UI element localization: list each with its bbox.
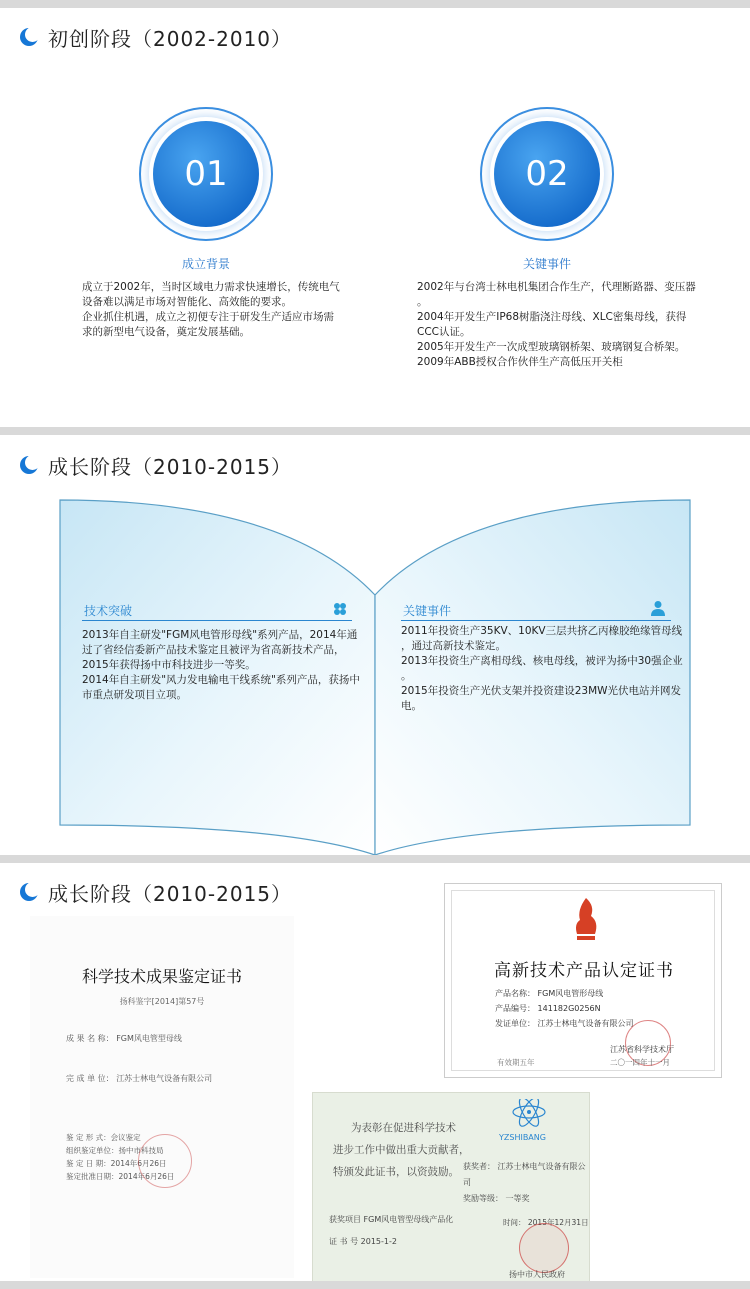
item-label-events: 关键事件: [522, 257, 571, 271]
text-line: 成立于2002年，当时区域电力需求快速增长，传统电气: [82, 281, 340, 293]
red-seal-stamp: [138, 1134, 192, 1188]
section-title-text: 成长阶段（2010-2015）: [48, 454, 293, 479]
certificate-title: 科学技术成果鉴定证书: [81, 967, 242, 986]
page-text-events: [401, 624, 691, 714]
row-label: 时间：: [503, 1218, 526, 1227]
text-line: ，通过高新技术鉴定。: [401, 640, 506, 652]
text-line: 市重点研发项目立项。: [82, 689, 187, 701]
award-text-line: 进步工作中做出重大贡献者，: [333, 1144, 470, 1156]
section-divider: [0, 855, 750, 863]
row-label: 产品名称：: [495, 989, 535, 998]
text-line: 2014年自主研发"风力发电输电干线系统"系列产品，获扬中: [82, 674, 360, 686]
red-seal-stamp: [519, 1223, 569, 1273]
award-text-line: 为表彰在促进科学技术: [351, 1122, 456, 1134]
number-badge-01: [139, 107, 273, 241]
row-value: 2014年6月26日: [118, 1172, 175, 1181]
certificate-issuer: 江苏省科学技术厅: [610, 1045, 674, 1054]
item-text-background: [82, 280, 342, 340]
row-label: 奖励等级：: [463, 1194, 503, 1203]
row-value: FGM风电管型母线: [116, 1034, 182, 1043]
text-line: CCC认证。: [417, 326, 471, 338]
text-line: 设备难以满足市场对智能化、高效能的要求。: [82, 296, 292, 308]
certificate-title: 高新技术产品认定证书: [494, 961, 674, 981]
award-brand-text: YZSHIBANG: [499, 1133, 546, 1142]
badge-number: 02: [494, 121, 600, 227]
row-label: 鉴定批准日期：: [66, 1172, 119, 1181]
row-value: 一等奖: [505, 1194, 530, 1203]
certificate-validity: 有效期五年: [497, 1058, 535, 1067]
section-title-growth: [18, 450, 292, 480]
row-label: 鉴 定 日 期：: [66, 1159, 111, 1168]
row-label: 获奖者：: [463, 1162, 495, 1171]
row-value: 2015年12月31日: [527, 1218, 589, 1227]
row-label: 完 成 单 位：: [66, 1074, 114, 1083]
row-label: 发证单位：: [495, 1019, 535, 1028]
page-heading-events: 关键事件: [403, 604, 452, 618]
atom-logo-icon: [509, 1099, 549, 1129]
certificate-issuer: 扬中市人民政府: [509, 1270, 565, 1279]
text-line: 2004年开发生产IP68树脂浇注母线、XLC密集母线，获得: [417, 311, 687, 323]
number-badge-02: [480, 107, 614, 241]
text-line: 求的新型电气设备，奠定发展基础。: [82, 326, 250, 338]
row-label: 证 书 号: [329, 1237, 359, 1246]
text-line: 2015年获得扬中市科技进步一等奖。: [82, 659, 256, 671]
moon-icon: [18, 26, 40, 48]
row-label: 获奖项目: [329, 1215, 361, 1224]
flame-emblem-icon: [571, 896, 601, 942]
text-line: 电。: [401, 700, 422, 712]
certificate-date: 二〇一四年十一月: [610, 1058, 670, 1067]
row-value: FGM风电管形母线: [537, 989, 604, 998]
row-value: 扬中市科技局: [118, 1146, 164, 1155]
page-divider: [82, 620, 352, 621]
text-line: 企业抓住机遇，成立之初便专注于研发生产适应市场需: [82, 311, 334, 323]
section-title-text: 初创阶段（2002-2010）: [48, 26, 293, 51]
page-text-tech: [82, 628, 362, 703]
text-line: 2011年投资生产35KV、10KV三层共挤乙丙橡胶绝缘管母线: [401, 625, 683, 637]
page-heading-tech: 技术突破: [84, 604, 133, 618]
grid-icon: [333, 602, 347, 616]
item-label-background: 成立背景: [181, 257, 230, 271]
moon-icon: [18, 881, 40, 903]
section-title-startup: [18, 22, 292, 52]
badge-number: 01: [153, 121, 259, 227]
section-divider: [0, 1281, 750, 1289]
row-label: 组织鉴定单位：: [66, 1146, 119, 1155]
certificate-science-award: [312, 1092, 590, 1284]
moon-icon: [18, 454, 40, 476]
award-text-line: 特颁发此证书，以资鼓励。: [333, 1166, 459, 1178]
row-label: 产品编号：: [495, 1004, 535, 1013]
certificate-high-tech: [444, 883, 722, 1078]
certificate-number: 扬科鉴字[2014]第57号: [119, 997, 205, 1006]
text-line: 2013年投资生产离相母线、核电母线，被评为扬中30强企业: [401, 655, 683, 667]
section-divider: [0, 0, 750, 8]
item-text-events: [417, 280, 717, 370]
text-line: 2009年ABB授权合作伙伴生产高低压开关柜: [417, 356, 623, 368]
certificate-appraisal: [30, 916, 294, 1278]
text-line: 2005年开发生产一次成型玻璃钢桥架、玻璃钢复合桥架。: [417, 341, 686, 353]
section-divider: [0, 427, 750, 435]
section-title-text: 成长阶段（2010-2015）: [48, 881, 293, 906]
text-line: 2013年自主研发"FGM风电管形母线"系列产品，2014年通: [82, 629, 358, 641]
row-value: 2015-1-2: [360, 1237, 397, 1246]
user-icon: [651, 600, 665, 616]
row-label: 鉴 定 形 式：: [66, 1133, 111, 1142]
row-value: 江苏士林电气设备有限公司: [537, 1019, 634, 1028]
row-value: 会议鉴定: [110, 1133, 141, 1142]
row-value: FGM风电管型母线产品化: [363, 1215, 454, 1224]
text-line: 过了省经信委新产品技术鉴定且被评为省高新技术产品，: [82, 644, 345, 656]
row-value: 江苏士林电气设备有限公司: [463, 1162, 586, 1187]
row-value: 江苏士林电气设备有限公司: [116, 1074, 213, 1083]
text-line: 。: [417, 296, 428, 308]
page-divider: [401, 620, 671, 621]
text-line: 2015年投资生产光伏支架并投资建设23MW光伏电站并网发: [401, 685, 682, 697]
text-line: 2002年与台湾士林电机集团合作生产，代理断路器、变压器: [417, 281, 696, 293]
row-value: 141182G0256N: [537, 1004, 601, 1013]
row-label: 成 果 名 称：: [66, 1034, 114, 1043]
text-line: 。: [401, 670, 412, 682]
row-value: 2014年6月26日: [110, 1159, 167, 1168]
section-title-growth-certs: [18, 877, 292, 907]
